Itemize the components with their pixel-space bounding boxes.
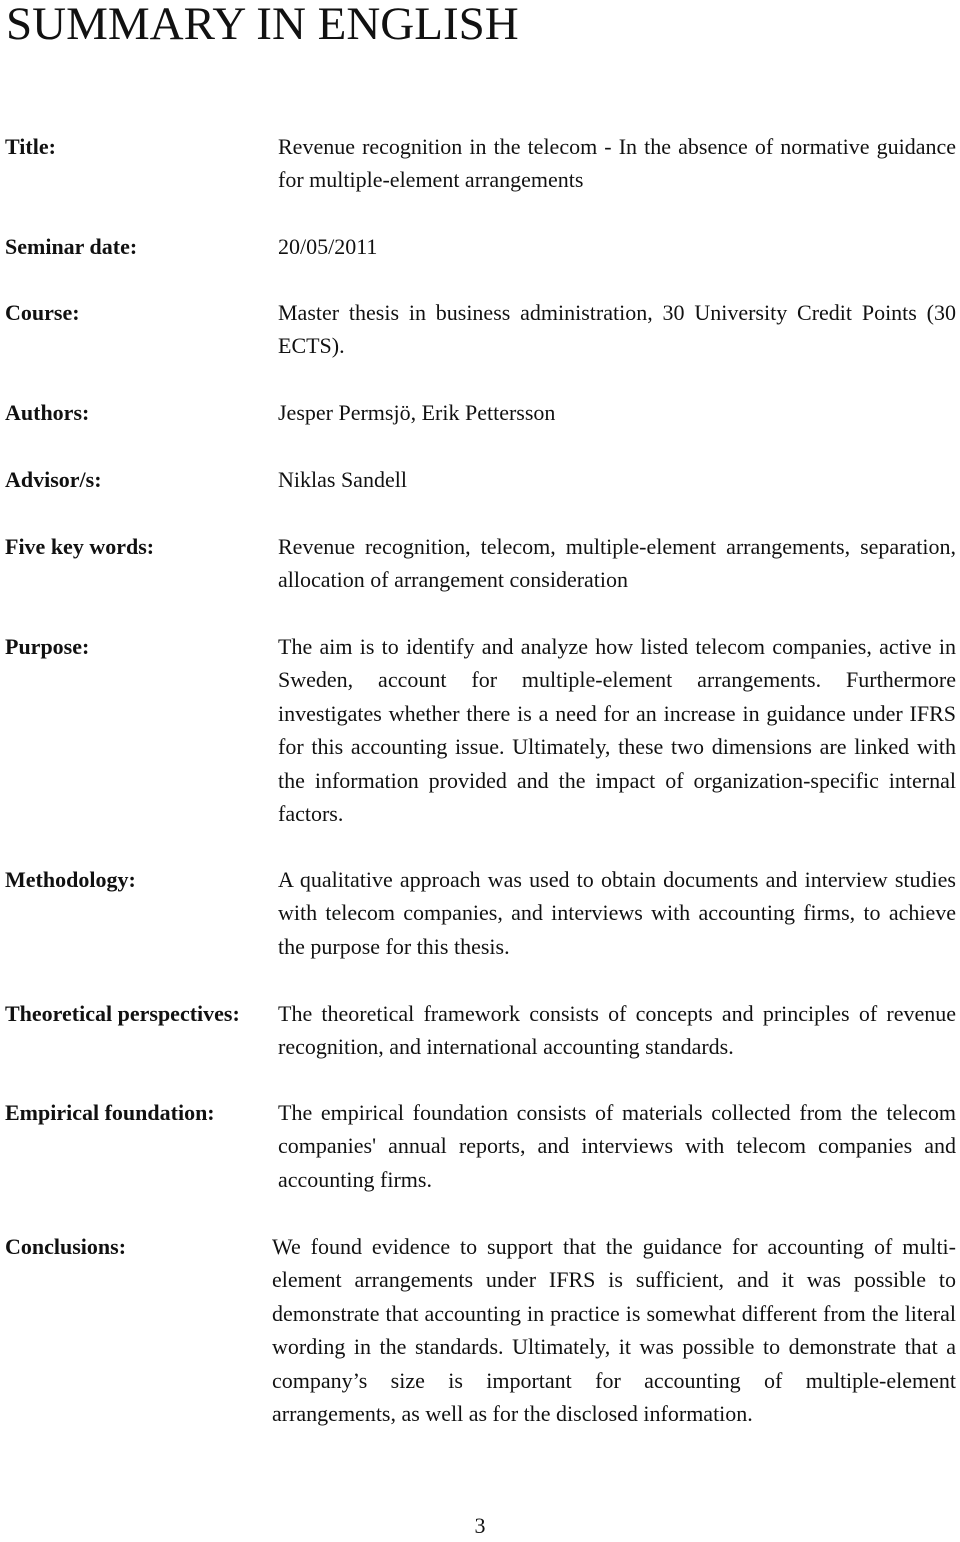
title-value: Revenue recognition in the telecom - In the absence of normative guidance for multiple-element arrangements	[278, 134, 956, 193]
title-label: Title:	[5, 134, 56, 159]
conclusions-label: Conclusions:	[5, 1234, 127, 1259]
purpose-value: The aim is to identify and analyze how listed telecom companies, active in Sweden, account for multiple-element arrangements. Furthermore investigates whether there is a need for an increase in guidance under IFRS for this accounting issue. Ultimately, these two dimensions are linked with the information provided and the impact of organization-specific internal factors.	[278, 634, 956, 827]
theoretical-perspectives-value: The theoretical framework consists of concepts and principles of revenue recognition, and international accounting standards.	[278, 1001, 956, 1060]
page-number: 3	[474, 1513, 486, 1538]
course-value: Master thesis in business administration, 30 University Credit Points (30 ECTS).	[278, 300, 956, 359]
authors-value: Jesper Permsjö, Erik Pettersson	[278, 400, 556, 425]
key-words-value: Revenue recognition, telecom, multiple-element arrangements, separation, allocation of arrangement consideration	[278, 534, 956, 593]
empirical-foundation-label: Empirical foundation:	[5, 1100, 215, 1125]
methodology-label: Methodology:	[5, 867, 136, 892]
seminar-date-label: Seminar date:	[5, 234, 138, 259]
key-words-label: Five key words:	[5, 534, 155, 559]
theoretical-perspectives-label: Theoretical perspectives:	[5, 1001, 240, 1026]
course-label: Course:	[5, 300, 80, 325]
methodology-value: A qualitative approach was used to obtain documents and interview studies with telecom companies, and interviews with accounting firms, to achieve the purpose for this thesis.	[278, 867, 956, 959]
seminar-date-value: 20/05/2011	[278, 234, 378, 259]
conclusions-value: We found evidence to support that the guidance for accounting of multi-element arrangements under IFRS is sufficient, and it was possible to demonstrate that accounting in practice is somewhat different from the literal wording in the standards. Ultimately, it was possible to demonstrate that a company’s size is important for accounting of multiple-element arrangements, as well as for the disclosed information.	[272, 1234, 956, 1427]
authors-label: Authors:	[5, 400, 90, 425]
advisors-value: Niklas Sandell	[278, 467, 407, 492]
empirical-foundation-value: The empirical foundation consists of materials collected from the telecom companies' annual reports, and interviews with telecom companies and accounting firms.	[278, 1100, 956, 1192]
page-heading: SUMMARY IN ENGLISH	[6, 0, 519, 50]
purpose-label: Purpose:	[5, 634, 90, 659]
advisors-label: Advisor/s:	[5, 467, 102, 492]
